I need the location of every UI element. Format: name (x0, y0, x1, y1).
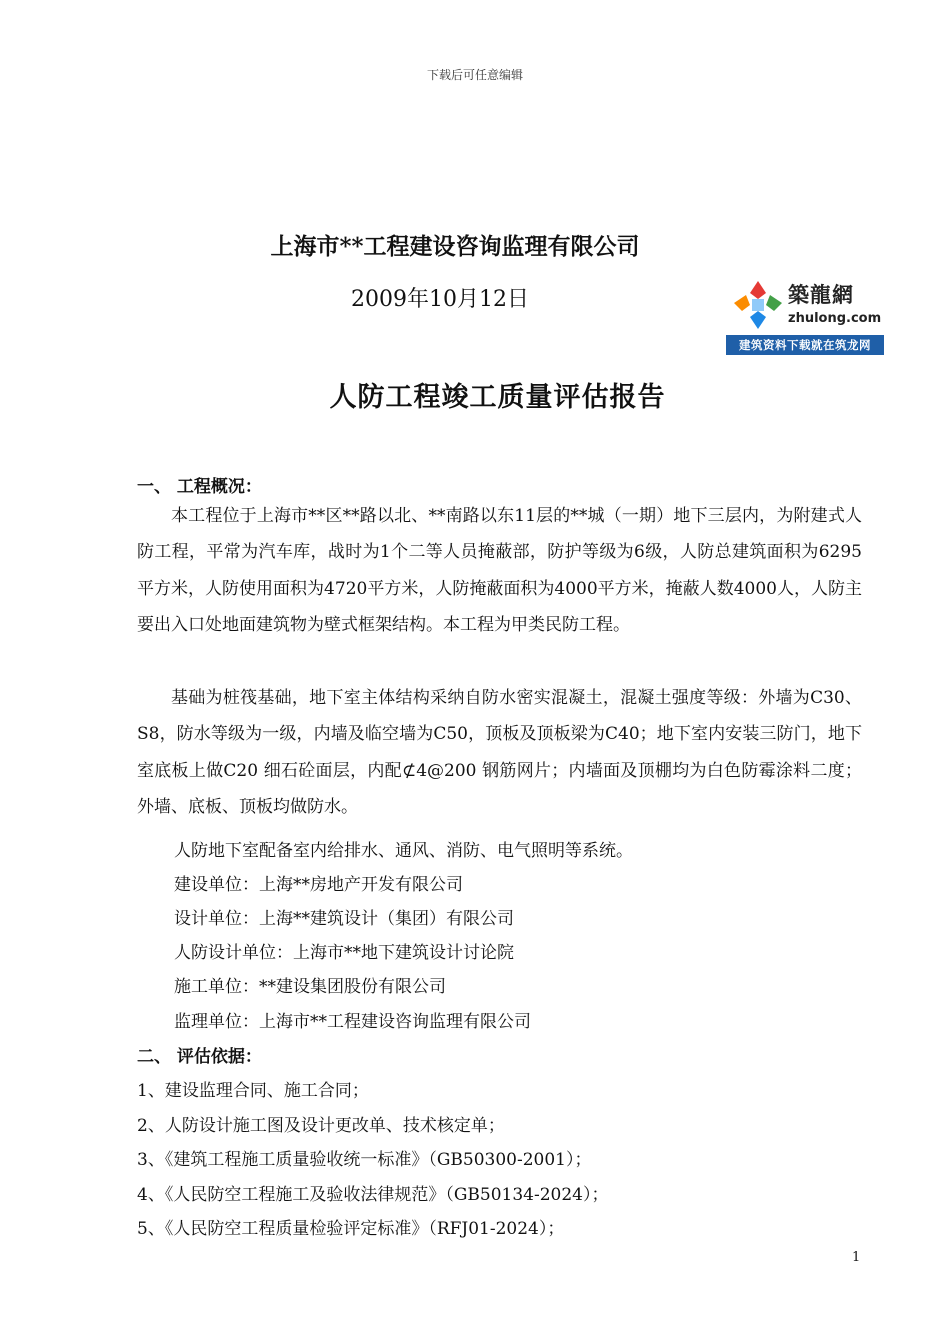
logo-domain: zhulong.com (788, 311, 882, 326)
overview-paragraph-1 (137, 498, 862, 643)
basis-item: 1、建设监理合同、施工合同； (137, 1081, 369, 1101)
report-title: 人防工程竣工质量评估报告 (329, 382, 666, 413)
basis-item: 2、人防设计施工图及设计更改单、技术核定单； (137, 1116, 505, 1136)
logo-chinese-name: 築龍網 (788, 283, 854, 307)
systems-line: 人防地下室配备室内给排水、通风、消防、电气照明等系统。 (174, 841, 633, 861)
civil-defense-design-unit-line: 人防设计单位：上海市**地下建筑设计讨论院 (174, 943, 514, 963)
report-date: 2009年10月12日 (351, 287, 529, 312)
design-unit-line: 设计单位：上海**建筑设计（集团）有限公司 (174, 909, 514, 929)
basis-item: 5、《人民防空工程质量检验评定标准》（RFJ01-2024）； (137, 1219, 565, 1239)
overview-paragraph-2 (137, 680, 862, 825)
section-heading-overview: 一、 工程概况： (137, 477, 262, 497)
builder-line: 施工单位：**建设集团股份有限公司 (174, 977, 446, 997)
logo-slogan: 建筑资料下载就在筑龙网 (726, 335, 884, 355)
company-name: 上海市**工程建设咨询监理有限公司 (270, 233, 640, 260)
paragraph-text: 本工程位于上海市**区**路以北、**南路以东11层的**城（一期）地下三层内，为附建式人防工程，平常为汽车库，战时为1个二等人员掩蔽部，防护等级为6级，人防总建筑面积为6295平方米，人防使用面积为4720平方米，人防掩蔽面积为4000平方米，掩蔽人数4000人，人防主要出入口处地面建筑物为壁式框架结构。本工程为甲类民防工程。 (137, 506, 862, 635)
construction-unit-line: 建设单位：上海**房地产开发有限公司 (174, 875, 463, 895)
section-heading-basis: 二、 评估依据： (137, 1047, 262, 1067)
supervisor-line: 监理单位：上海市**工程建设咨询监理有限公司 (174, 1012, 531, 1032)
zhulong-emblem-icon (730, 277, 786, 333)
basis-item: 3、《建筑工程施工质量验收统一标准》（GB50300-2001）； (137, 1150, 592, 1170)
zhulong-logo (726, 275, 884, 355)
page-number: 1 (852, 1250, 861, 1265)
paragraph-text: 基础为桩筏基础，地下室主体结构采纳自防水密实混凝土，混凝土强度等级：外墙为C30、S8，防水等级为一级，内墙及临空墙为C50，顶板及顶板梁为C40；地下室内安装三防门，地下室底板上做C20 细石砼面层，内配⊄4@200 钢筋网片；内墙面及顶棚均为白色防霉涂料二度；外墙、底板、顶板均做防水。 (137, 688, 862, 817)
basis-item: 4、《人民防空工程施工及验收法律规范》（GB50134-2024）； (137, 1185, 609, 1205)
header-note: 下载后可任意编辑 (426, 68, 523, 82)
